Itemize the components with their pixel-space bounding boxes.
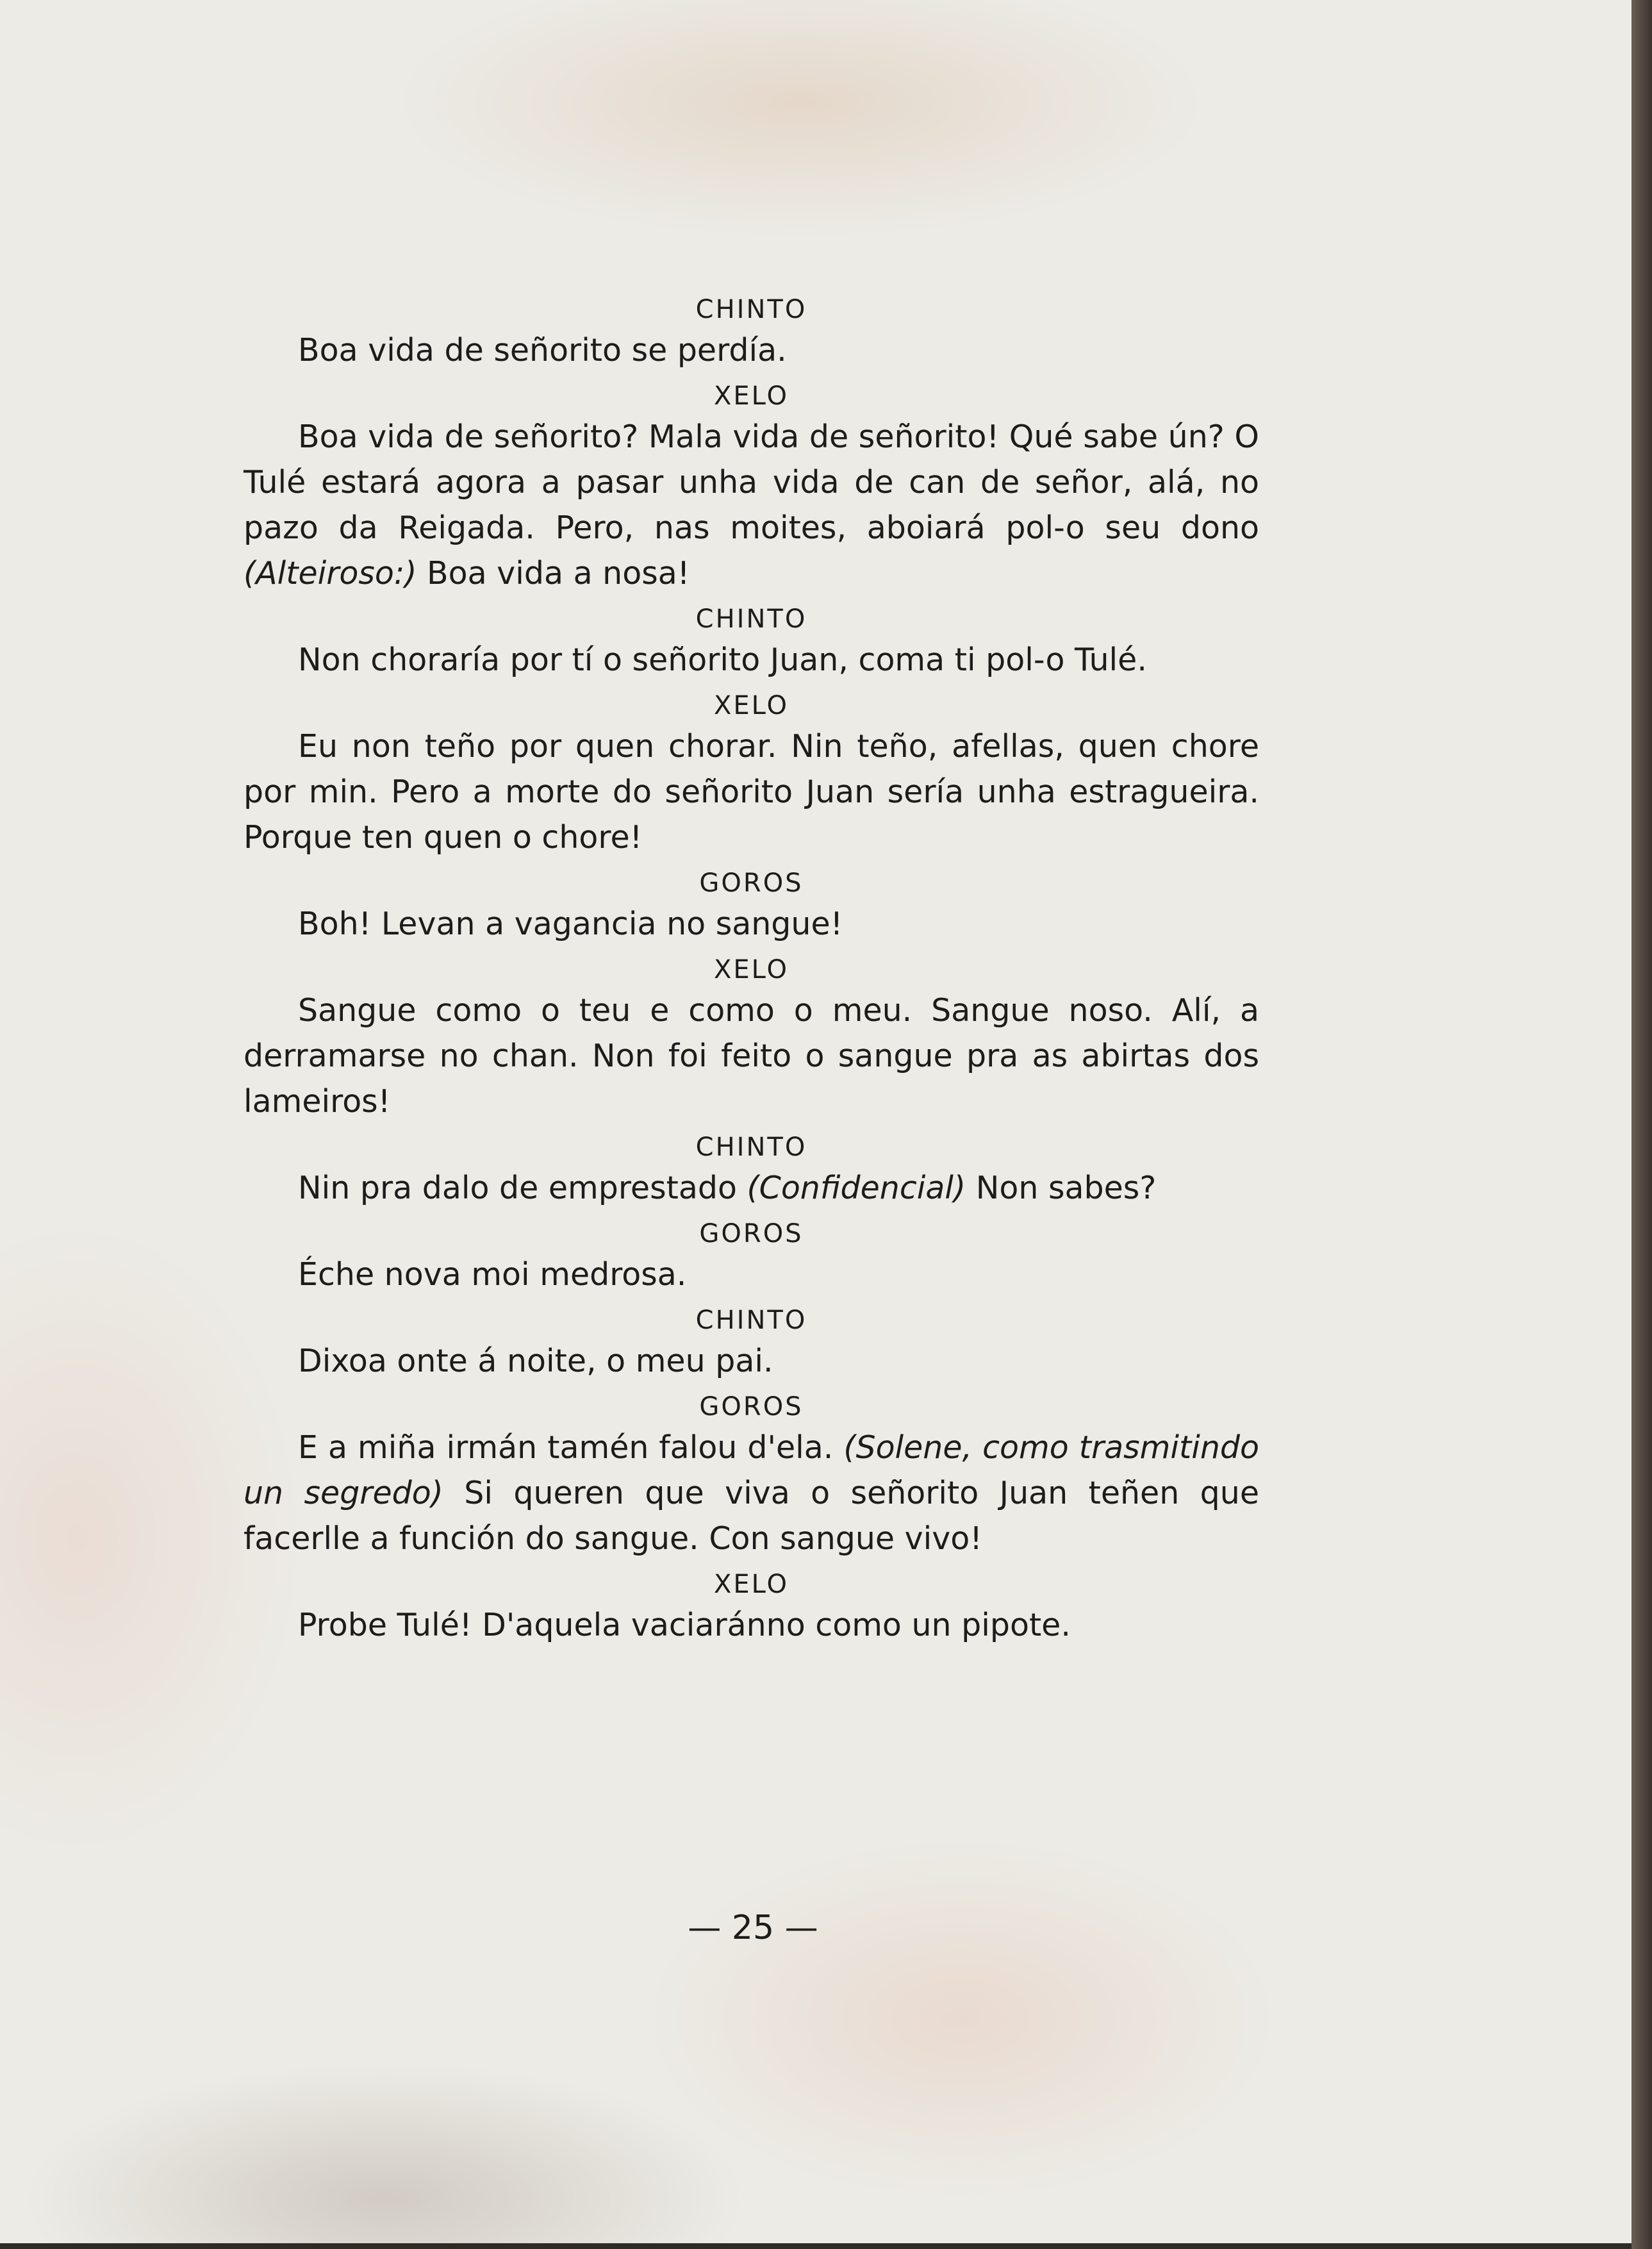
stage-direction: (Solene, como trasmitindo un segredo) [244,1429,1259,1511]
stage-direction: (Alteiroso:) [244,555,417,592]
speaker-name: XELO [713,381,789,411]
page-number: — 25 — [688,1909,818,1947]
dialogue-line: Eu non teño por quen chorar. Nin teño, afellas, quen chore por min. Pero a morte do señorito Juan sería unha estragueira. Porque ten quen o chore! [244,728,1259,856]
speaker-name: GOROS [699,1392,804,1422]
dialogue-line: Boa vida de señorito se perdía. [298,332,787,369]
dialogue-line: Dixoa onte á noite, o meu pai. [298,1343,773,1379]
speaker-name: XELO [713,955,789,984]
dialogue-text [244,292,1259,1653]
dialogue-line: Probe Tulé! D'aquela vaciaránno como un pipote. [298,1607,1071,1643]
speaker-name: CHINTO [695,604,807,634]
speaker-name: XELO [713,1570,789,1599]
dialogue-line: Nin pra dalo de emprestado (Confidencial) Non sabes? [298,1170,1157,1206]
dialogue-line: Sangue como o teu e como o meu. Sangue noso. Alí, a derramarse no chan. Non foi feito o sangue pra as abirtas dos lameiros! [244,992,1259,1120]
speaker-name: CHINTO [695,1306,807,1335]
speaker-name: XELO [713,691,789,720]
page-edge [1631,0,1652,2249]
dialogue-line: Boa vida de señorito? Mala vida de señorito! Qué sabe ún? O Tulé estará agora a pasar unha vida de can de señor, alá, no pazo da Reigada. Pero, nas moites, aboiará pol-o seu dono (Alteiroso:) Boa vida a nosa! [244,419,1259,592]
speaker-name: CHINTO [695,1133,807,1162]
dialogue-line: Boh! Levan a vagancia no sangue! [298,906,843,942]
dialogue-line: Éche nova moi medrosa. [298,1256,687,1293]
stage-direction: (Confidencial) [747,1170,966,1206]
speaker-name: CHINTO [695,295,807,324]
speaker-name: GOROS [699,868,804,898]
speaker-name: GOROS [699,1219,804,1249]
dialogue-line: E a miña irmán tamén falou d'ela. (Solene, como trasmitindo un segredo) Si queren que viva o señorito Juan teñen que facerlle a función do sangue. Con sangue vivo! [244,1429,1259,1557]
dialogue-line: Non choraría por tí o señorito Juan, coma ti pol-o Tulé. [298,642,1147,678]
